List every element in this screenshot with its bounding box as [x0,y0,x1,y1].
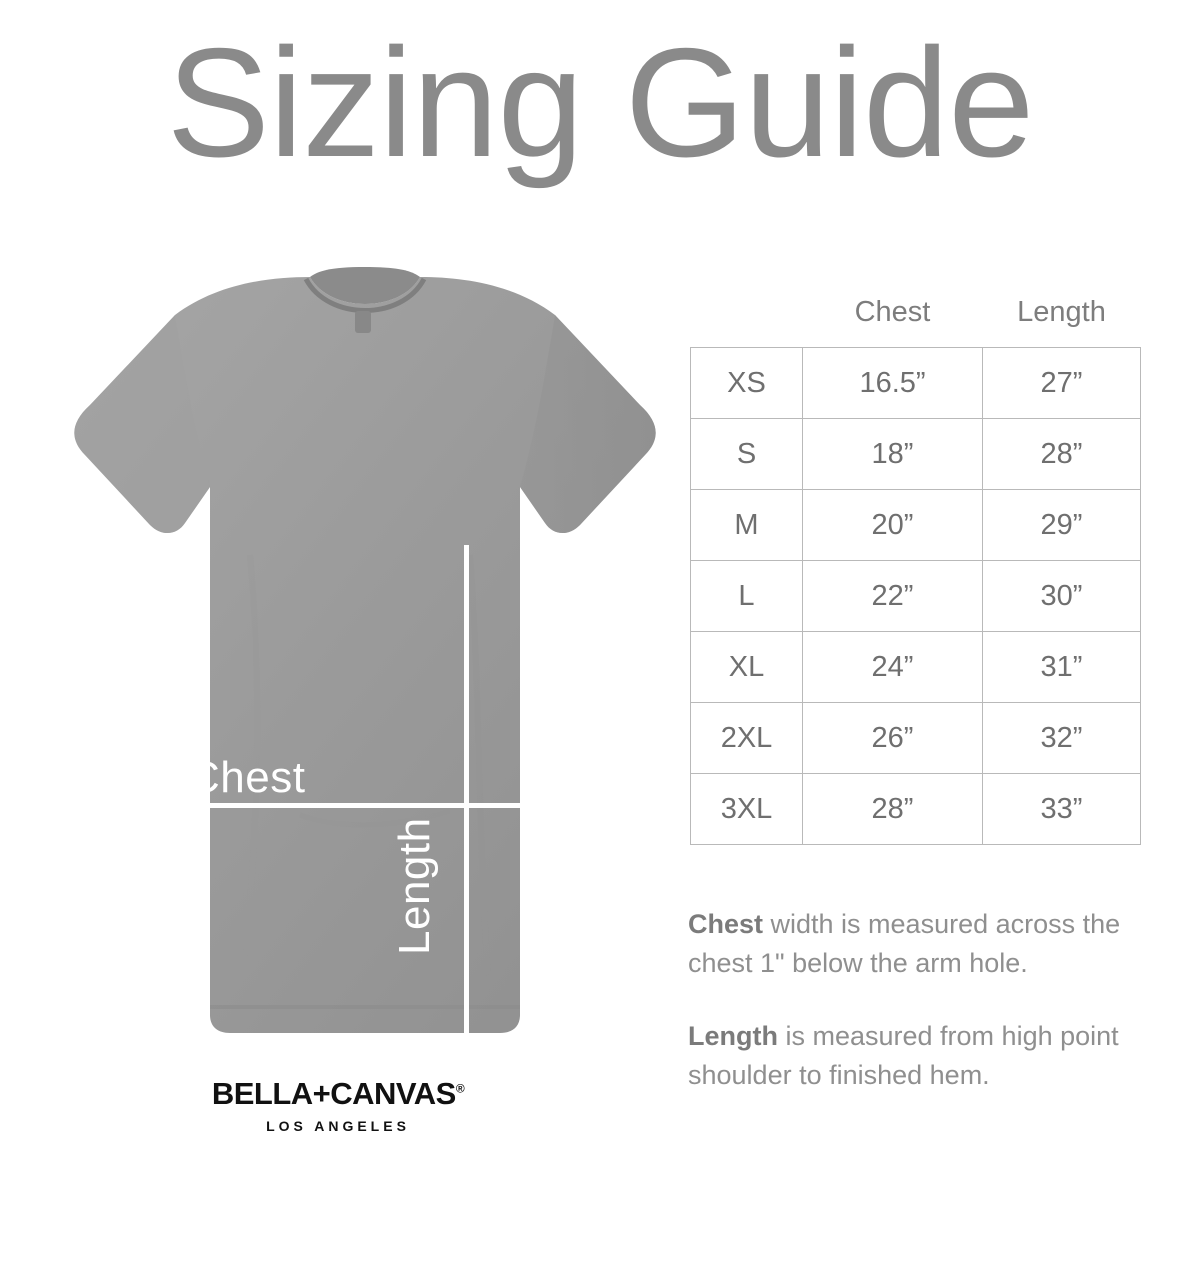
brand-name-text: BELLA+CANVAS [211,1076,456,1111]
cell-length: 28” [983,419,1141,490]
table-row [691,419,1141,490]
note-length-keyword: Length [688,1021,778,1052]
cell-size: 3XL [691,774,803,845]
cell-size: 2XL [691,703,803,774]
table-row [691,703,1141,774]
cell-chest: 20” [803,490,983,561]
cell-chest: 26” [803,703,983,774]
cell-length: 33” [983,774,1141,845]
brand-location: LOS ANGELES [266,1118,410,1134]
cell-length: 32” [983,703,1141,774]
size-table [690,290,1141,845]
cell-chest: 24” [803,632,983,703]
cell-size: M [691,490,803,561]
measurement-notes [688,905,1158,1130]
note-chest [688,905,1158,983]
table-row [691,774,1141,845]
cell-chest: 22” [803,561,983,632]
chest-measure-label: Chest [188,753,306,802]
table-row [691,561,1141,632]
cell-length: 29” [983,490,1141,561]
tshirt-illustration [0,255,700,1055]
brand-logo [178,1068,498,1144]
registered-mark: ® [455,1081,465,1096]
cell-size: XL [691,632,803,703]
column-header-chest: Chest [854,296,931,328]
column-header-size [691,290,803,348]
chest-measure-line [160,803,525,808]
cell-chest: 18” [803,419,983,490]
note-chest-text: width is measured across the chest 1" below the arm hole. [688,909,1121,979]
cell-length: 31” [983,632,1141,703]
table-row [691,348,1141,419]
note-length-text: is measured from high point shoulder to finished hem. [688,1021,1119,1091]
tshirt-icon [0,255,700,1055]
cell-length: 27” [983,348,1141,419]
note-length [688,1017,1158,1095]
cell-size: S [691,419,803,490]
column-header-length: Length [1017,296,1106,328]
cell-chest: 16.5” [803,348,983,419]
cell-size: L [691,561,803,632]
table-header-row [691,290,1141,348]
cell-length: 30” [983,561,1141,632]
table-row [691,632,1141,703]
length-measure-label: Length [390,817,439,955]
cell-chest: 28” [803,774,983,845]
brand-name [178,1076,498,1112]
length-measure-line [464,545,469,1273]
page-title: Sizing Guide [166,16,1034,189]
note-chest-keyword: Chest [688,909,764,939]
table-row [691,490,1141,561]
size-table-wrapper [690,290,1140,845]
cell-size: XS [691,348,803,419]
